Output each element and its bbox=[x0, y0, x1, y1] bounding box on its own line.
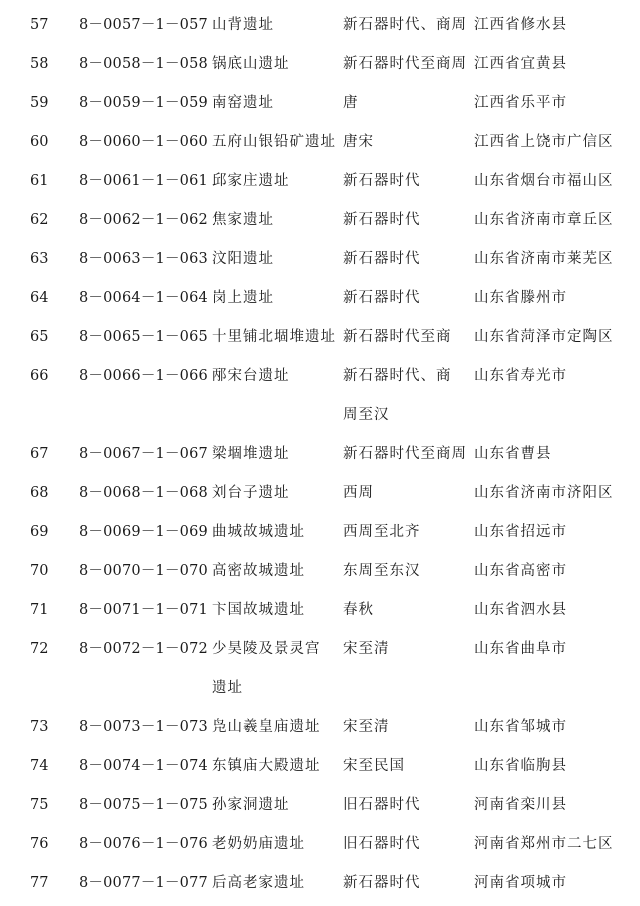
site-name: 后高老家遗址 bbox=[212, 875, 305, 891]
row-number: 66 bbox=[30, 368, 49, 384]
row-number: 76 bbox=[30, 836, 49, 852]
site-era: 宋至清 bbox=[343, 641, 390, 657]
site-name: 卞国故城遗址 bbox=[212, 602, 305, 618]
site-code: 8－0074－1－074 bbox=[79, 758, 208, 774]
row-number: 67 bbox=[30, 446, 49, 462]
site-code: 8－0060－1－060 bbox=[79, 134, 208, 150]
table-row bbox=[0, 513, 640, 552]
site-code: 8－0062－1－062 bbox=[79, 212, 208, 228]
site-era: 旧石器时代 bbox=[343, 797, 421, 813]
site-code: 8－0063－1－063 bbox=[79, 251, 208, 267]
site-era: 新石器时代 bbox=[343, 290, 421, 306]
site-name: 梁堌堆遗址 bbox=[212, 446, 290, 462]
site-location: 山东省济南市莱芜区 bbox=[474, 251, 614, 267]
table-row bbox=[0, 552, 640, 591]
site-name: 山背遗址 bbox=[212, 17, 274, 33]
site-location: 山东省曹县 bbox=[474, 446, 552, 462]
site-code: 8－0072－1－072 bbox=[79, 641, 208, 657]
site-code: 8－0069－1－069 bbox=[79, 524, 208, 540]
site-code: 8－0058－1－058 bbox=[79, 56, 208, 72]
site-code: 8－0071－1－071 bbox=[79, 602, 208, 618]
row-number: 61 bbox=[30, 173, 49, 189]
row-number: 62 bbox=[30, 212, 49, 228]
site-location: 山东省招远市 bbox=[474, 524, 567, 540]
site-location: 山东省寿光市 bbox=[474, 368, 567, 384]
site-era: 新石器时代 bbox=[343, 875, 421, 891]
site-location: 山东省济南市济阳区 bbox=[474, 485, 614, 501]
table-row bbox=[0, 747, 640, 786]
table-row bbox=[0, 630, 640, 708]
row-number: 64 bbox=[30, 290, 49, 306]
site-era: 宋至民国 bbox=[343, 758, 405, 774]
table-row bbox=[0, 240, 640, 279]
site-name: 少昊陵及景灵宫遗址 bbox=[212, 641, 321, 696]
site-name: 十里铺北堌堆遗址 bbox=[212, 329, 336, 345]
row-number: 75 bbox=[30, 797, 49, 813]
site-era: 西周至北齐 bbox=[343, 524, 421, 540]
site-era: 新石器时代至商周 bbox=[343, 56, 467, 72]
site-era: 新石器时代 bbox=[343, 173, 421, 189]
site-code: 8－0075－1－075 bbox=[79, 797, 208, 813]
site-code: 8－0073－1－073 bbox=[79, 719, 208, 735]
row-number: 60 bbox=[30, 134, 49, 150]
site-name: 邴宋台遗址 bbox=[212, 368, 290, 384]
table-row bbox=[0, 864, 640, 903]
site-era: 新石器时代 bbox=[343, 251, 421, 267]
table-row bbox=[0, 201, 640, 240]
site-name: 五府山银铅矿遗址 bbox=[212, 134, 336, 150]
site-location: 山东省邹城市 bbox=[474, 719, 567, 735]
site-name: 岗上遗址 bbox=[212, 290, 274, 306]
site-era: 东周至东汉 bbox=[343, 563, 421, 579]
site-location: 山东省菏泽市定陶区 bbox=[474, 329, 614, 345]
site-name: 刘台子遗址 bbox=[212, 485, 290, 501]
site-code: 8－0065－1－065 bbox=[79, 329, 208, 345]
table-row bbox=[0, 357, 640, 435]
site-location: 山东省烟台市福山区 bbox=[474, 173, 614, 189]
site-name: 锅底山遗址 bbox=[212, 56, 290, 72]
site-name: 南窑遗址 bbox=[212, 95, 274, 111]
site-location: 河南省郑州市二七区 bbox=[474, 836, 614, 852]
row-number: 77 bbox=[30, 875, 49, 891]
site-location: 山东省临朐县 bbox=[474, 758, 567, 774]
site-era: 新石器时代 bbox=[343, 212, 421, 228]
site-location: 山东省泗水县 bbox=[474, 602, 567, 618]
site-name: 汶阳遗址 bbox=[212, 251, 274, 267]
site-name: 高密故城遗址 bbox=[212, 563, 305, 579]
table-row bbox=[0, 825, 640, 864]
table-row bbox=[0, 786, 640, 825]
site-name: 曲城故城遗址 bbox=[212, 524, 305, 540]
table-row bbox=[0, 162, 640, 201]
site-location: 山东省滕州市 bbox=[474, 290, 567, 306]
site-location: 河南省项城市 bbox=[474, 875, 567, 891]
site-location: 江西省上饶市广信区 bbox=[474, 134, 614, 150]
table-row bbox=[0, 474, 640, 513]
site-code: 8－0061－1－061 bbox=[79, 173, 208, 189]
heritage-sites-table bbox=[0, 6, 640, 903]
row-number: 59 bbox=[30, 95, 49, 111]
table-row bbox=[0, 6, 640, 45]
row-number: 58 bbox=[30, 56, 49, 72]
site-era: 西周 bbox=[343, 485, 374, 501]
site-era: 新石器时代至商 bbox=[343, 329, 452, 345]
row-number: 70 bbox=[30, 563, 49, 579]
row-number: 57 bbox=[30, 17, 49, 33]
site-name: 老奶奶庙遗址 bbox=[212, 836, 305, 852]
row-number: 63 bbox=[30, 251, 49, 267]
table-row bbox=[0, 318, 640, 357]
site-code: 8－0070－1－070 bbox=[79, 563, 208, 579]
site-location: 河南省栾川县 bbox=[474, 797, 567, 813]
site-name: 邱家庄遗址 bbox=[212, 173, 290, 189]
site-era: 唐 bbox=[343, 95, 359, 111]
site-era: 新石器时代、商周 bbox=[343, 17, 467, 33]
table-row bbox=[0, 591, 640, 630]
site-era: 新石器时代至商周 bbox=[343, 446, 467, 462]
table-row bbox=[0, 708, 640, 747]
site-era: 春秋 bbox=[343, 602, 374, 618]
site-code: 8－0059－1－059 bbox=[79, 95, 208, 111]
site-era: 唐宋 bbox=[343, 134, 374, 150]
site-name: 东镇庙大殿遗址 bbox=[212, 758, 321, 774]
site-location: 山东省曲阜市 bbox=[474, 641, 567, 657]
site-code: 8－0057－1－057 bbox=[79, 17, 208, 33]
site-era: 旧石器时代 bbox=[343, 836, 421, 852]
row-number: 74 bbox=[30, 758, 49, 774]
row-number: 65 bbox=[30, 329, 49, 345]
row-number: 69 bbox=[30, 524, 49, 540]
row-number: 72 bbox=[30, 641, 49, 657]
table-row bbox=[0, 84, 640, 123]
table-row bbox=[0, 435, 640, 474]
site-location: 江西省修水县 bbox=[474, 17, 567, 33]
row-number: 68 bbox=[30, 485, 49, 501]
site-location: 山东省高密市 bbox=[474, 563, 567, 579]
site-era: 新石器时代、商周至汉 bbox=[343, 368, 452, 423]
table-row bbox=[0, 45, 640, 84]
site-name: 孙家洞遗址 bbox=[212, 797, 290, 813]
site-code: 8－0064－1－064 bbox=[79, 290, 208, 306]
site-code: 8－0067－1－067 bbox=[79, 446, 208, 462]
site-code: 8－0076－1－076 bbox=[79, 836, 208, 852]
site-code: 8－0077－1－077 bbox=[79, 875, 208, 891]
site-code: 8－0066－1－066 bbox=[79, 368, 208, 384]
table-row bbox=[0, 123, 640, 162]
site-location: 山东省济南市章丘区 bbox=[474, 212, 614, 228]
site-name: 焦家遗址 bbox=[212, 212, 274, 228]
site-name: 凫山羲皇庙遗址 bbox=[212, 719, 321, 735]
row-number: 71 bbox=[30, 602, 49, 618]
site-location: 江西省宜黄县 bbox=[474, 56, 567, 72]
site-location: 江西省乐平市 bbox=[474, 95, 567, 111]
site-code: 8－0068－1－068 bbox=[79, 485, 208, 501]
table-row bbox=[0, 279, 640, 318]
row-number: 73 bbox=[30, 719, 49, 735]
site-era: 宋至清 bbox=[343, 719, 390, 735]
